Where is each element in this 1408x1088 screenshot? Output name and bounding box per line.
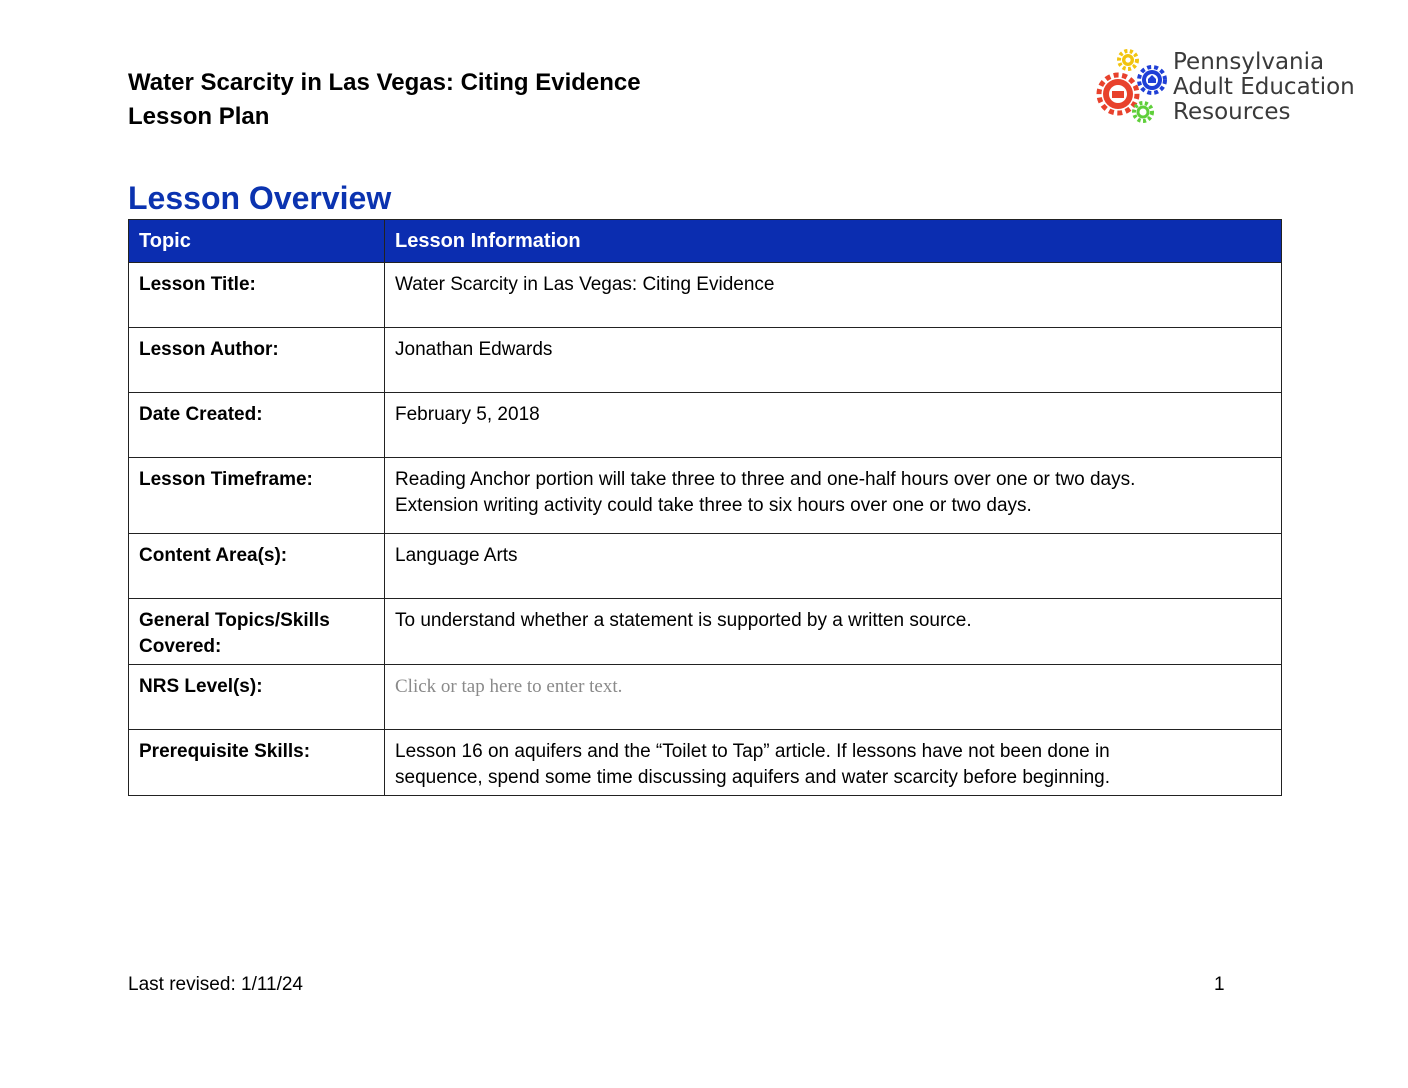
table-row [129,665,1282,730]
row-label: Lesson Author: [129,328,385,393]
row-label: Content Area(s): [129,534,385,599]
blue-gear-icon [1139,67,1165,93]
row-value [385,730,1282,796]
row-label: Date Created: [129,393,385,458]
table-row [129,263,1282,328]
document-title-line1: Water Scarcity in Las Vegas: Citing Evidence [128,69,641,96]
row-value-line1: Lesson 16 on aquifers and the “Toilet to Tap” article. If lessons have not been done in [395,741,1110,762]
page-number: 1 [1214,974,1225,995]
nrs-level-placeholder[interactable]: Click or tap here to enter text. [395,676,623,697]
logo-line3: Resources [1173,99,1291,125]
table-row [129,599,1282,665]
document-title-line2: Lesson Plan [128,103,270,130]
section-heading: Lesson Overview [128,180,392,216]
document-title [128,66,641,134]
gears-logo-icon [1092,44,1172,134]
nrs-level-field[interactable] [385,665,1282,730]
row-value: To understand whether a statement is supported by a written source. [385,599,1282,665]
table-row [129,458,1282,534]
row-value-line1: Reading Anchor portion will take three to three and one-half hours over one or two days. [395,469,1136,490]
lesson-overview-table [128,219,1282,796]
row-label-line2: Covered: [139,636,222,657]
logo-line2: Adult Education [1173,74,1355,100]
row-label: Prerequisite Skills: [129,730,385,796]
row-value: Jonathan Edwards [385,328,1282,393]
row-value [385,458,1282,534]
row-label-line1: General Topics/Skills [139,610,330,631]
yellow-gear-icon [1119,51,1137,69]
row-value: February 5, 2018 [385,393,1282,458]
row-label: Lesson Timeframe: [129,458,385,534]
row-label [129,599,385,665]
row-value-line2: Extension writing activity could take three to six hours over one or two days. [395,495,1032,516]
row-label: NRS Level(s): [129,665,385,730]
column-header-topic: Topic [129,220,385,263]
red-gear-icon [1099,75,1137,113]
column-header-lesson-information: Lesson Information [385,220,1282,263]
table-row [129,730,1282,796]
green-gear-icon [1134,103,1152,121]
row-value-line2: sequence, spend some time discussing aquifers and water scarcity before beginning. [395,767,1111,788]
last-revised: Last revised: 1/11/24 [128,974,303,995]
pa-adult-education-logo [1092,44,1362,134]
table-header-row [129,220,1282,263]
logo-text [1173,50,1355,125]
row-value: Language Arts [385,534,1282,599]
row-value: Water Scarcity in Las Vegas: Citing Evidence [385,263,1282,328]
table-row [129,534,1282,599]
table-row [129,393,1282,458]
logo-line1: Pennsylvania [1173,49,1325,75]
row-label: Lesson Title: [129,263,385,328]
table-row [129,328,1282,393]
